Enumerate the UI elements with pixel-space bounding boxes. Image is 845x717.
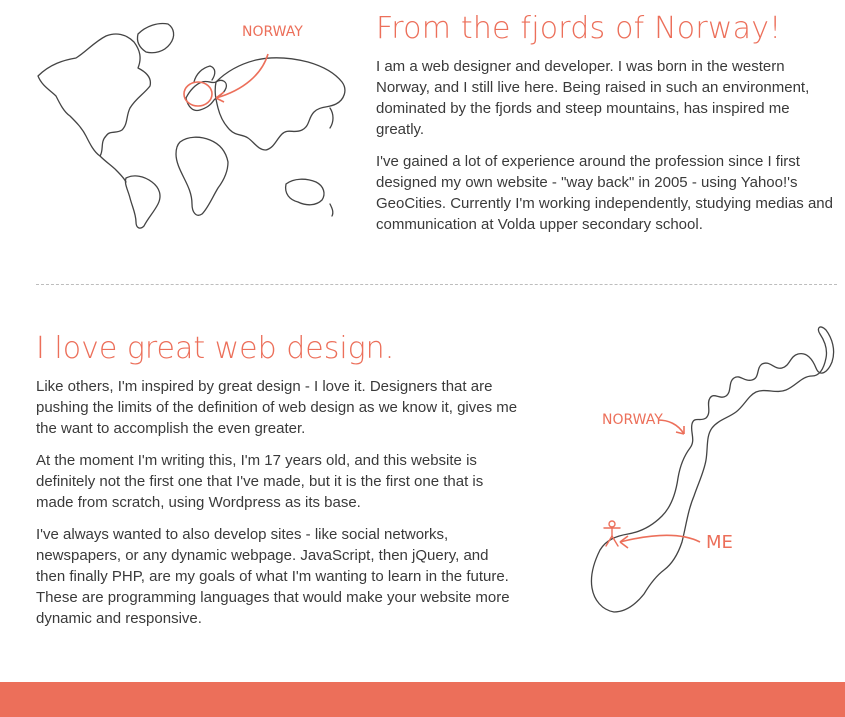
world-map-icon bbox=[30, 12, 360, 234]
footer-bar bbox=[0, 682, 845, 717]
intro-paragraph-1: I am a web designer and developer. I was born in the western Norway, and I still live here. Being raised in such an environment, dominated by the fjords and steep mountains, has inspired me greatly. bbox=[376, 58, 810, 138]
intro-section bbox=[376, 10, 838, 246]
me-label: ME bbox=[706, 532, 733, 553]
design-paragraph-2: At the moment I'm writing this, I'm 17 years old, and this website is definitely not the first one that I've made, but it is the first one that is made from scratch, using Wordpress as its base. bbox=[36, 452, 484, 511]
world-map-label: NORWAY bbox=[242, 24, 303, 40]
intro-title: From the fjords of Norway! bbox=[376, 11, 782, 46]
design-paragraph-3: I've always wanted to also develop sites - like social networks, newspapers, or any dynamic webpage. JavaScript, then jQuery, and then finally PHP, are my goals of what I'm wanting to learn in the future. These are programming languages that would make your website more dynamic and responsive. bbox=[36, 526, 510, 627]
world-map bbox=[30, 12, 360, 234]
norway-map-label: NORWAY bbox=[602, 412, 663, 428]
norway-map bbox=[580, 320, 842, 620]
design-paragraph-1: Like others, I'm inspired by great design - I love it. Designers that are pushing the limits of the definition of web design as we know it, gives me the want to accomplish the even greater. bbox=[36, 378, 518, 437]
design-title: I love great web design. bbox=[36, 331, 395, 366]
norway-map-icon bbox=[580, 320, 842, 620]
intro-paragraph-2: I've gained a lot of experience around the profession since I first designed my own website - "way back" in 2005 - using Yahoo!'s GeoCities. Currently I'm working independently, studying medias and communication at Volda upper secondary school. bbox=[376, 153, 833, 233]
design-section bbox=[36, 330, 521, 640]
section-divider bbox=[36, 284, 837, 285]
